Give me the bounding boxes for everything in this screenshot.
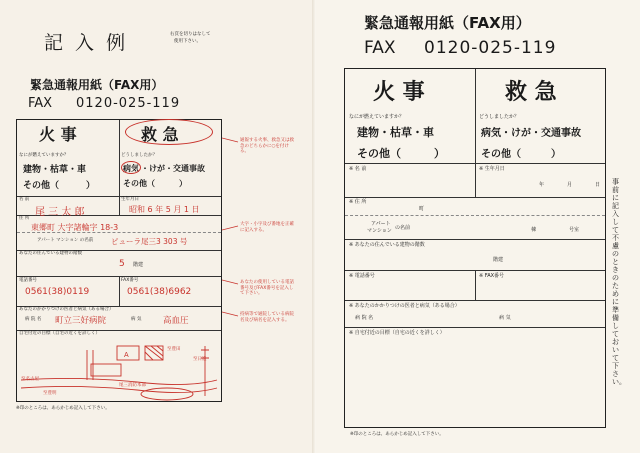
note-circle-choice: 通報する火事、救急又は救急のどちらかに○を付ける。: [240, 138, 294, 155]
example-form: [16, 119, 222, 402]
form-title: 緊急通報用紙（FAX用）: [30, 78, 164, 92]
floors-unit: 階建: [133, 262, 144, 268]
apartment-building: 棟: [531, 227, 537, 233]
handwritten-phone: 0561(38)0119: [25, 287, 90, 297]
fax-label: FAX: [364, 38, 396, 58]
map-route-loop: [141, 388, 193, 400]
birth-day: 日: [595, 182, 601, 188]
note-phone: あなたの使用している電話番号及びFAX番号を記入して下さい。: [240, 280, 294, 297]
name-label: ※ 名 前: [349, 166, 367, 172]
handwritten-name: 尾 三 太 郎: [35, 207, 85, 218]
illness-circle: [121, 161, 141, 174]
emergency-question: どうしましたか？: [479, 114, 520, 120]
map-label-2: 至豊田: [167, 347, 181, 352]
emergency-label: 救 急: [141, 125, 179, 144]
map-label-3: 至日進: [193, 357, 207, 362]
landmark-label: ※ 自宅付近の目標（自宅の近くを詳しく）: [349, 330, 445, 336]
blank-form-footer: ※印のところは、あらかじめ記入して下さい。: [350, 432, 444, 437]
handwritten-hospital: 町立三好病院: [55, 316, 107, 326]
fire-label: 火 事: [39, 125, 77, 144]
floors-unit: 階建: [493, 257, 504, 263]
fire-option-2: その他（ ）: [357, 147, 445, 160]
fire-option-1: 建物・枯草・車: [23, 165, 87, 175]
emergency-option-1: ・けが・交通事故: [141, 164, 205, 173]
hospital-label: 病 院 名: [355, 315, 374, 321]
side-note-vertical: 事前に記入して不慮のときのために準備しておいて下さい。: [612, 178, 626, 386]
note-leader-lines: [222, 130, 242, 350]
fax-number: 0120-025-119: [76, 96, 181, 111]
apartment-label-b: マンション: [367, 228, 392, 234]
emergency-option-2: その他（ ）: [123, 179, 187, 188]
phone-label: 電話番号: [19, 278, 37, 283]
handwritten-birth: 昭和 6 年 5 月 1 日: [129, 205, 200, 214]
fire-option-1: 建物・枯草・車: [357, 126, 434, 139]
emergency-option-1: 病気・けが・交通事故: [481, 128, 581, 139]
note-address: 大字・小字及び番地を正確に記入する。: [240, 222, 294, 233]
heading-note-line-2: 使用下さい。: [174, 39, 201, 44]
map-fire-station: [91, 364, 121, 376]
emergency-option-2: その他（ ）: [481, 149, 561, 160]
apartment-room: 号室: [569, 227, 580, 233]
heading-note-line-1: 右頁を切りはなして: [170, 32, 211, 37]
floors-label: あなたの住んでいる建物の階数: [19, 251, 82, 256]
apartment-label: アパート マンション の名前: [37, 238, 94, 243]
emergency-question: どうしましたか？: [121, 153, 157, 158]
name-label: 名 前: [19, 197, 30, 202]
hospital-label: 病 院 名: [25, 317, 42, 322]
handwritten-address: 東郷町 大字諸輪字 18-3: [31, 223, 119, 232]
blank-form-page: [316, 0, 640, 453]
map-label-0: 至名古屋: [21, 377, 39, 382]
illness-label: 病 気: [499, 315, 511, 321]
phone-label: ※ 電話番号: [349, 273, 375, 279]
birth-year: 年: [539, 182, 545, 188]
emergency-option-illness: 病気: [123, 164, 139, 173]
fax-number-label: FAX番号: [121, 278, 139, 283]
note-hospital: 持病等で通院している病院名及び病名を記入する。: [240, 312, 294, 323]
example-footer: ※印のところは、あらかじめ記入して下さい。: [16, 406, 110, 411]
doctor-label: ※ あなたのかかりつけの医者と病気（ある場合）: [349, 303, 460, 309]
example-heading: 記 入 例: [44, 32, 129, 54]
fire-question: なにが燃えていますか？: [349, 114, 405, 120]
handwritten-fax: 0561(38)6962: [127, 287, 192, 297]
floors-label: ※ あなたの住んでいる建物の階数: [349, 242, 425, 248]
fire-question: なにが燃えていますか？: [19, 153, 69, 158]
doctor-label: あなたのかかりつけの医者と病気（ある場合）: [19, 307, 114, 312]
fax-label: FAX: [28, 96, 53, 111]
landmark-label: 自宅付近の目標（自宅の近くを詳しく）: [19, 331, 100, 336]
apartment-label-c: の名前: [395, 225, 411, 231]
apartment-label-a: アパート: [371, 221, 391, 227]
birth-month: 月: [567, 182, 573, 188]
address-label: ※ 住 所: [349, 199, 367, 205]
handwritten-illness: 高血圧: [163, 316, 189, 326]
fire-label: 火 事: [373, 80, 425, 105]
map-label-1: 至豊明: [43, 391, 57, 396]
map-label-4: 尾三消防本部: [119, 383, 146, 388]
illness-label: 病 気: [131, 317, 142, 322]
map-home-marker: A: [124, 352, 129, 359]
emergency-label: 救 急: [505, 80, 557, 105]
example-page: [0, 0, 316, 453]
birth-label: ※ 生年月日: [479, 166, 505, 172]
fax-number-label: ※ FAX番号: [479, 273, 505, 279]
handwritten-floors: 5: [119, 259, 125, 269]
fax-number: 0120-025-119: [424, 38, 557, 58]
address-town: 町: [419, 206, 425, 212]
form-title: 緊急通報用紙（FAX用）: [364, 14, 531, 32]
emergency-circle: [125, 119, 213, 145]
fire-option-2: その他（ ）: [23, 181, 96, 191]
address-label: 住 所: [19, 216, 30, 221]
handwritten-apartment: ピューラ尾三3 303 号: [111, 237, 188, 246]
blank-form: [344, 68, 606, 428]
birth-label: 生年月日: [121, 197, 139, 202]
